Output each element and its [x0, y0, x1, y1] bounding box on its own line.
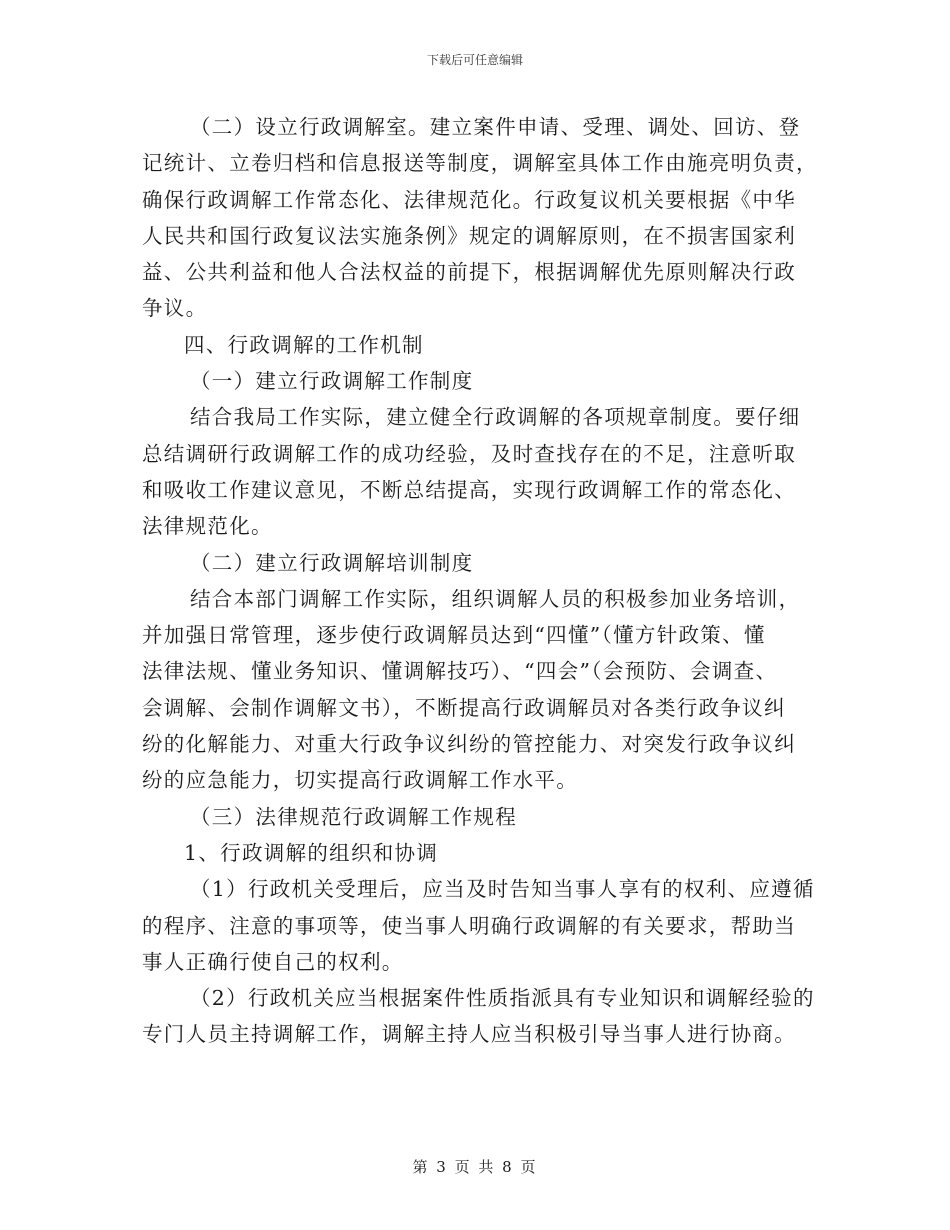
text-line: 总结调研行政调解工作的成功经验，及时查找存在的不足，注意听取 [142, 441, 796, 466]
page-footer: 第 3 页 共 8 页 [412, 1158, 538, 1176]
text-line: 的程序、注意的事项等，使当事人明确行政调解的有关要求，帮助当 [142, 913, 796, 938]
text-line: （1）行政机关受理后，应当及时告知当事人享有的权利、应遵循 [190, 877, 815, 902]
text-line: 确保行政调解工作常态化、法律规范化。行政复议机关要根据《中华 [142, 187, 796, 212]
subsection-heading: （三）法律规范行政调解工作规程 [190, 804, 517, 829]
text-line: 结合我局工作实际，建立健全行政调解的各项规章制度。要仔细 [190, 405, 801, 430]
text-line: （二）设立行政调解室。建立案件申请、受理、调处、回访、登 [190, 115, 801, 139]
text-line: 争议。 [142, 296, 208, 321]
text-line: 和吸收工作建议意见，不断总结提高，实现行政调解工作的常态化、 [142, 477, 796, 502]
text-line: 法律规范化。 [142, 514, 273, 539]
text-line: 会调解、会制作调解文书），不断提高行政调解员对各类行政争议纠 [142, 695, 786, 720]
text-line: 法律法规、懂业务知识、懂调解技巧）、“四会”（会预防、会调查、 [142, 659, 778, 684]
text-line: 并加强日常管理，逐步使行政调解员达到“四懂”（懂方针政策、懂 [142, 623, 766, 648]
section-heading: 四、行政调解的工作机制 [184, 332, 424, 357]
text-line: 专门人员主持调解工作，调解主持人应当积极引导当事人进行协商。 [142, 1022, 796, 1047]
subsection-heading: （一）建立行政调解工作制度 [190, 369, 474, 394]
text-line: （2）行政机关应当根据案件性质指派具有专业知识和调解经验的 [190, 986, 815, 1011]
text-line: 益、公共利益和他人合法权益的前提下，根据调解优先原则解决行政 [142, 260, 796, 285]
text-line: 结合本部门调解工作实际，组织调解人员的积极参加业务培训， [190, 586, 801, 611]
text-line: 记统计、立卷归档和信息报送等制度，调解室具体工作由施亮明负责， [142, 151, 818, 176]
document-body [142, 109, 818, 1053]
item-heading: 1、行政调解的组织和协调 [184, 840, 439, 865]
text-line: 事人正确行使自己的权利。 [142, 949, 404, 974]
text-line: 人民共和国行政复议法实施条例》规定的调解原则，在不损害国家利 [142, 223, 796, 248]
text-line: 纷的化解能力、对重大行政争议纠纷的管控能力、对突发行政争议纠 [142, 732, 796, 757]
text-line: 纷的应急能力，切实提高行政调解工作水平。 [142, 768, 578, 793]
subsection-heading: （二）建立行政调解培训制度 [190, 550, 474, 575]
page-header: 下载后可任意编辑 [426, 53, 523, 67]
